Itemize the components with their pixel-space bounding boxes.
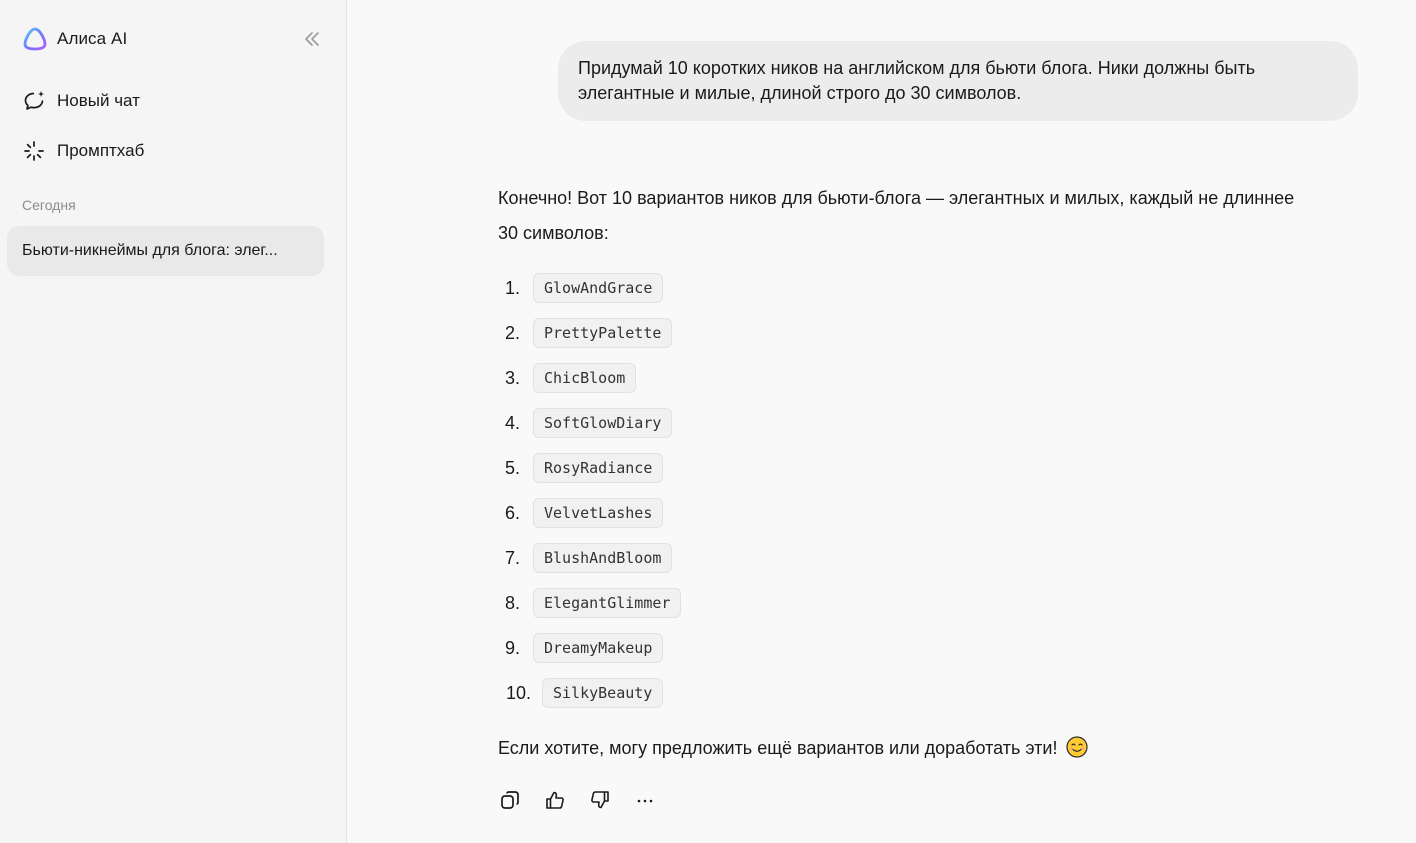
- double-chevron-left-icon: [303, 31, 321, 47]
- list-number: 6.: [504, 502, 520, 523]
- list-number: 3.: [504, 367, 520, 388]
- nickname-code: SilkyBeauty: [542, 678, 663, 708]
- nickname-code: VelvetLashes: [533, 498, 663, 528]
- new-chat-label: Новый чат: [57, 91, 140, 110]
- chat-history-label: Бьюти-никнеймы для блога: элег...: [22, 242, 278, 259]
- nickname-code: RosyRadiance: [533, 453, 663, 483]
- like-button[interactable]: [543, 788, 567, 812]
- list-item: [498, 588, 681, 618]
- assistant-outro: [498, 732, 1088, 764]
- sidebar: [0, 0, 347, 843]
- thumbs-down-icon: [589, 789, 611, 811]
- brand[interactable]: [22, 26, 127, 52]
- list-item: [498, 273, 663, 303]
- list-item: [498, 453, 663, 483]
- nickname-code: SoftGlowDiary: [533, 408, 672, 438]
- list-number: 9.: [504, 637, 520, 658]
- list-item: [498, 678, 663, 708]
- nickname-code: ChicBloom: [533, 363, 636, 393]
- new-chat-button[interactable]: [22, 88, 140, 114]
- smiling-face-icon: [1066, 736, 1088, 758]
- list-number: 1.: [504, 277, 520, 298]
- copy-icon: [499, 789, 521, 811]
- list-item: [498, 498, 663, 528]
- section-title-today: Сегодня: [22, 197, 76, 213]
- list-item: [498, 318, 672, 348]
- assistant-message: [498, 181, 1358, 758]
- sparkle-icon: [22, 139, 46, 163]
- outro-text: Если хотите, могу предложить ещё вариантов или доработать эти!: [498, 738, 1058, 758]
- assistant-intro: Конечно! Вот 10 вариантов ников для бьюти-блога — элегантных и милых, каждый не длиннее 30 символов:: [498, 188, 1295, 243]
- message-actions: [498, 788, 678, 812]
- prompthub-button[interactable]: [22, 138, 144, 164]
- list-number: 7.: [504, 547, 520, 568]
- list-number: 2.: [504, 322, 520, 343]
- nickname-code: DreamyMakeup: [533, 633, 663, 663]
- chat-history-item[interactable]: [7, 226, 324, 276]
- brand-name: Алиса AI: [57, 29, 128, 48]
- thumbs-up-icon: [544, 789, 566, 811]
- dislike-button[interactable]: [588, 788, 612, 812]
- nickname-code: PrettyPalette: [533, 318, 672, 348]
- list-number: 4.: [504, 412, 520, 433]
- more-icon: [634, 789, 656, 811]
- more-options-button[interactable]: [633, 788, 657, 812]
- list-number: 5.: [504, 457, 520, 478]
- nickname-code: GlowAndGrace: [533, 273, 663, 303]
- list-number: 8.: [504, 592, 520, 613]
- prompthub-label: Промптхаб: [57, 141, 145, 160]
- user-message: Придумай 10 коротких ников на английском для бьюти блога. Ники должны быть элегантные и милые, длиной строго до 30 символов.: [558, 41, 1358, 121]
- nickname-code: ElegantGlimmer: [533, 588, 681, 618]
- collapse-sidebar-button[interactable]: [300, 28, 324, 50]
- nickname-code: BlushAndBloom: [533, 543, 672, 573]
- list-item: [498, 363, 636, 393]
- new-chat-icon: [22, 89, 46, 113]
- list-item: [498, 633, 663, 663]
- list-number: 10.: [505, 682, 531, 703]
- list-item: [498, 543, 672, 573]
- list-item: [498, 408, 672, 438]
- alice-logo-icon: [22, 26, 48, 52]
- copy-button[interactable]: [498, 788, 522, 812]
